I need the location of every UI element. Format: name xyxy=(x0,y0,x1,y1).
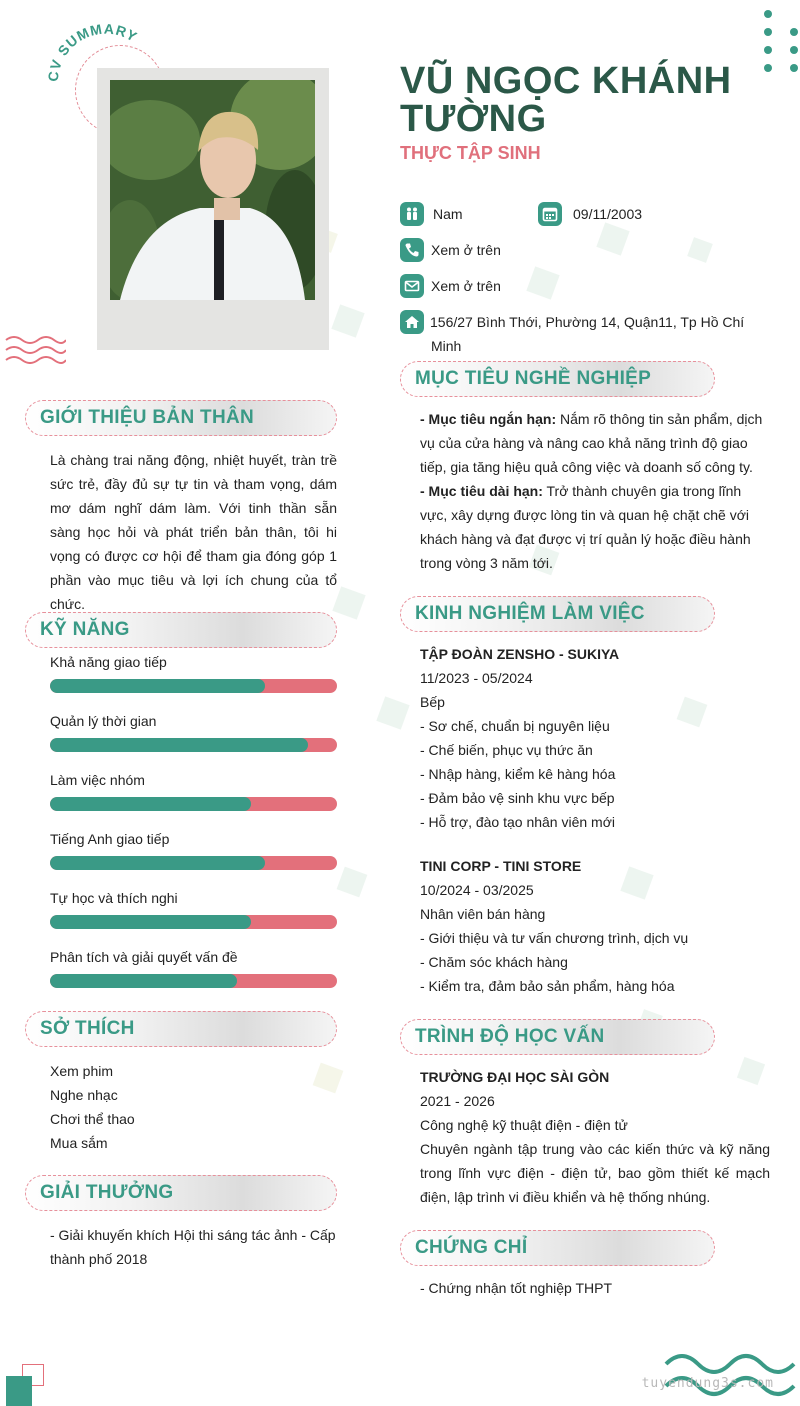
experience-role: Bếp xyxy=(420,694,445,710)
skills-section-header xyxy=(25,612,337,648)
skill-label: Khả năng giao tiếp xyxy=(50,654,167,670)
skill-bar xyxy=(50,797,337,811)
email-icon xyxy=(400,274,424,298)
experience-task: - Giới thiệu và tư vấn chương trình, dịch vụ xyxy=(420,930,689,946)
decor-square xyxy=(337,867,368,898)
experience-company: TẬP ĐOÀN ZENSHO - SUKIYA xyxy=(420,646,620,662)
job-title: THỰC TẬP SINH xyxy=(400,143,541,163)
experience-task: - Sơ chế, chuẩn bị nguyên liệu xyxy=(420,718,610,734)
address-value: 156/27 Bình Thới, Phường 14, Quận11, Tp Hồ Chí Minh xyxy=(430,314,745,354)
experience-task: - Đảm bảo vệ sinh khu vực bếp xyxy=(420,790,615,806)
experience-task: - Chăm sóc khách hàng xyxy=(420,954,568,970)
education-description: Chuyên ngành tập trung vào các kiến thức và kỹ năng trong lĩnh vực điện - điện tử, bao gồm thiết kế mạch điện, lập trình vi điều khiển và hệ thống nhúng. xyxy=(420,1141,770,1205)
gender-value: Nam xyxy=(433,206,463,222)
awards-section-header xyxy=(25,1175,337,1211)
phone-icon xyxy=(400,238,424,262)
skill-bar-fill xyxy=(50,974,237,988)
experience-section-title: KINH NGHIỆM LÀM VIỆC xyxy=(415,603,645,624)
experience-section-header xyxy=(400,596,715,632)
skill-bar-fill xyxy=(50,797,251,811)
decor-square-filled xyxy=(6,1376,32,1406)
objective-long-term xyxy=(420,479,770,575)
skill-label: Tiếng Anh giao tiếp xyxy=(50,831,170,847)
skill-label: Tự học và thích nghi xyxy=(50,890,178,906)
decor-square xyxy=(687,237,713,263)
awards-section-title: GIẢI THƯỞNG xyxy=(40,1182,174,1203)
skill-bar xyxy=(50,915,337,929)
certificate-item: - Chứng nhận tốt nghiệp THPT xyxy=(420,1280,613,1296)
decor-square xyxy=(332,586,365,619)
experience-entry xyxy=(420,854,770,998)
education-section-header xyxy=(400,1019,715,1055)
decor-square xyxy=(313,1063,344,1094)
about-section-title: GIỚI THIỆU BẢN THÂN xyxy=(40,407,255,428)
certificates-section-title: CHỨNG CHỈ xyxy=(415,1237,528,1258)
home-icon xyxy=(400,310,424,334)
watermark: tuyendung3s.com xyxy=(641,1376,774,1391)
profile-photo xyxy=(110,80,315,300)
experience-period: 10/2024 - 03/2025 xyxy=(420,882,534,898)
skill-label: Quản lý thời gian xyxy=(50,713,157,729)
skill-bar-fill xyxy=(50,856,265,870)
skill-bar-fill xyxy=(50,738,308,752)
education-section-title: TRÌNH ĐỘ HỌC VẤN xyxy=(415,1026,605,1047)
gender-icon xyxy=(400,202,424,226)
award-item: - Giải khuyến khích Hội thi sáng tác ảnh - Cấp thành phố 2018 xyxy=(50,1227,336,1267)
objective-long-text: Trở thành chuyên gia trong lĩnh vực, xây dựng được lòng tin và quan hệ chặt chẽ với khách hàng và đạt được vị trí quản lý hoặc điều hành trong vòng 3 năm tới. xyxy=(420,483,751,571)
birthday-value: 09/11/2003 xyxy=(573,206,643,222)
decor-square xyxy=(596,222,629,255)
skill-bar xyxy=(50,738,337,752)
objective-section-title: MỤC TIÊU NGHỀ NGHIỆP xyxy=(415,368,652,389)
skills-section-title: KỸ NĂNG xyxy=(40,619,130,640)
experience-task: - Kiểm tra, đảm bảo sản phẩm, hàng hóa xyxy=(420,978,675,994)
skill-label: Phân tích và giải quyết vấn đề xyxy=(50,949,238,965)
experience-task: - Hỗ trợ, đào tạo nhân viên mới xyxy=(420,814,616,830)
objective-short-term xyxy=(420,407,770,479)
experience-task: - Nhập hàng, kiểm kê hàng hóa xyxy=(420,766,616,782)
hobby-item: Mua sắm xyxy=(50,1135,108,1151)
candidate-name: VŨ NGỌC KHÁNH TƯỜNG xyxy=(400,60,732,140)
experience-company: TINI CORP - TINI STORE xyxy=(420,858,582,874)
objective-short-text: Nắm rõ thông tin sản phẩm, dịch vụ của cửa hàng và nâng cao khả năng trình độ giao tiếp, gia tăng hiệu quả công việc và doanh số công ty. xyxy=(420,411,763,475)
hobbies-section-title: SỞ THÍCH xyxy=(40,1018,135,1039)
skill-bar-fill xyxy=(50,915,251,929)
calendar-icon xyxy=(538,202,562,226)
experience-entry xyxy=(420,642,770,834)
phone-value: Xem ở trên xyxy=(431,242,501,258)
skill-bar xyxy=(50,856,337,870)
decor-square xyxy=(526,266,559,299)
about-section-header xyxy=(25,400,337,436)
skill-bar xyxy=(50,679,337,693)
experience-period: 11/2023 - 05/2024 xyxy=(420,670,533,686)
experience-task: - Chế biến, phục vụ thức ăn xyxy=(420,742,593,758)
skill-bar xyxy=(50,974,337,988)
hobby-item: Chơi thể thao xyxy=(50,1111,135,1127)
education-major: Công nghệ kỹ thuật điện - điện tử xyxy=(420,1117,628,1133)
about-text: Là chàng trai năng động, nhiệt huyết, tràn trề sức trẻ, đầy đủ sự tự tin và tham vọng, dám mơ dám nghĩ dám làm. Với tinh thần sẵn sàng học hỏi và phát triển bản thân, tôi hi vọng có được cơ hội để tham gia đóng góp 1 phần vào mục tiêu và lợi ích chung của tổ chức. xyxy=(50,452,337,612)
hobby-item: Nghe nhạc xyxy=(50,1087,118,1103)
hobbies-section-header xyxy=(25,1011,337,1047)
cv-summary-label: CV SUMMARY xyxy=(44,20,141,83)
decor-square xyxy=(376,696,409,729)
skill-bar-fill xyxy=(50,679,265,693)
experience-role: Nhân viên bán hàng xyxy=(420,906,546,922)
education-school: TRƯỜNG ĐẠI HỌC SÀI GÒN xyxy=(420,1069,610,1085)
education-period: 2021 - 2026 xyxy=(420,1093,495,1109)
objective-short-label: - Mục tiêu ngắn hạn: xyxy=(420,411,557,427)
certificates-section-header xyxy=(400,1230,715,1266)
education-entry xyxy=(420,1065,770,1209)
email-value: Xem ở trên xyxy=(431,278,501,294)
hobby-item: Xem phim xyxy=(50,1063,114,1079)
decor-square xyxy=(331,304,364,337)
objective-section-header xyxy=(400,361,715,397)
objective-long-label: - Mục tiêu dài hạn: xyxy=(420,483,543,499)
skill-label: Làm việc nhóm xyxy=(50,772,145,788)
wave-decoration xyxy=(4,334,66,364)
